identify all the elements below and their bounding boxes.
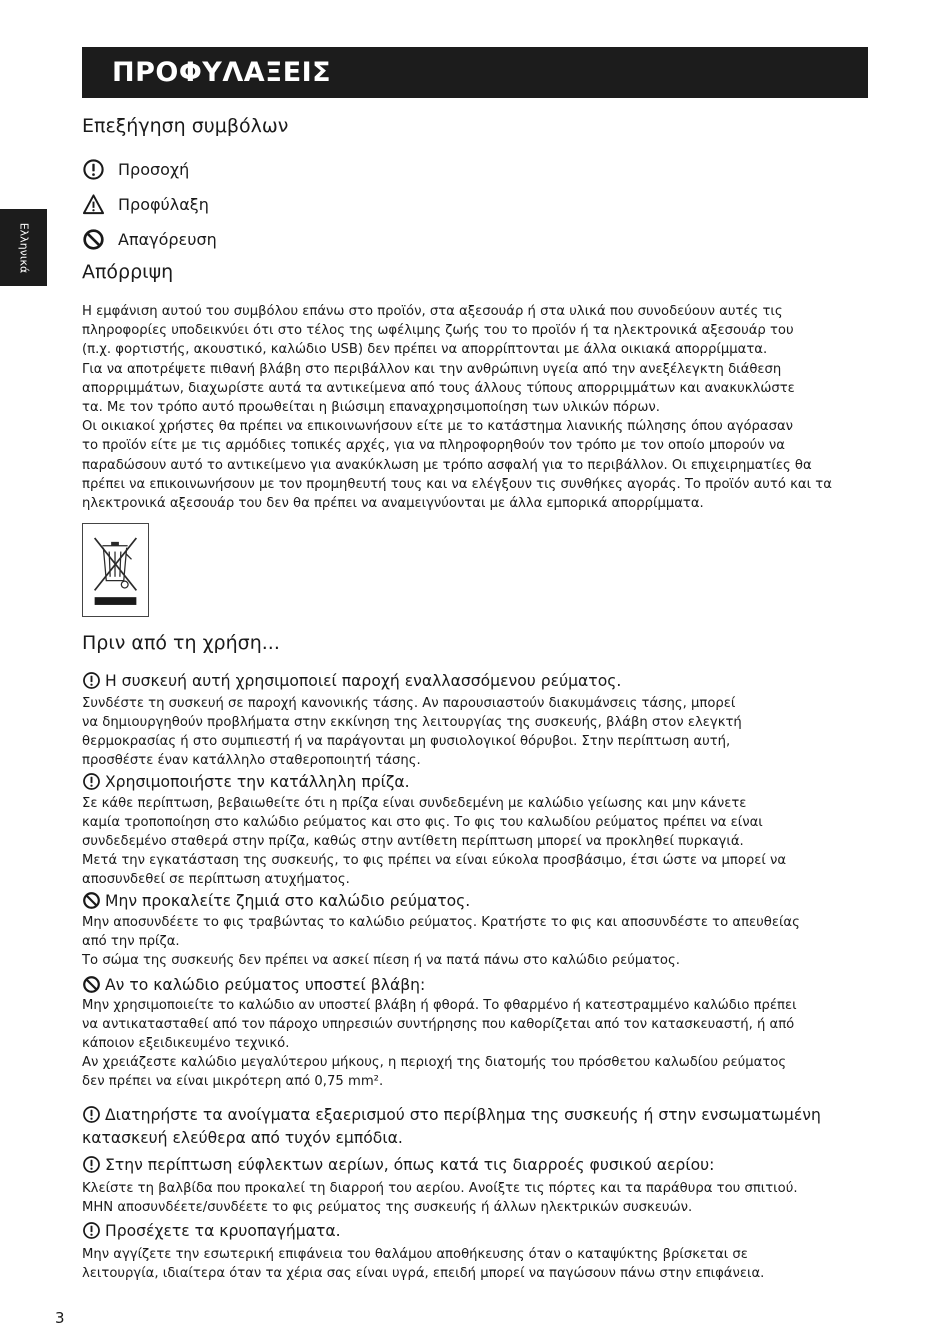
before-use-text-line: κάποιον εξειδικευμένο τεχνικό. xyxy=(82,1036,290,1051)
before-use-text-line: να αντικατασταθεί από τον πάροχο υπηρεσιών συντήρησης που καθορίζεται από τον κατασκευαστή, ή από xyxy=(82,1017,795,1032)
before-use-text-line: Μην αποσυνδέετε το φις τραβώντας το καλώδιο ρεύματος. Κρατήστε το φις και αποσυνδέστε το απευθείας xyxy=(82,915,800,930)
before-use-text-line: λειτουργία, ιδιαίτερα όταν τα χέρια σας είναι υγρά, επειδή μπορεί να παγώσουν πάνω στην επιφάνεια. xyxy=(82,1266,765,1281)
before-use-lead xyxy=(82,975,425,994)
legend-label-prohibition: Απαγόρευση xyxy=(118,229,217,249)
caution-icon xyxy=(82,772,101,791)
before-use-text-line: Σε κάθε περίπτωση, βεβαιωθείτε ότι η πρίζα είναι συνδεδεμένη με καλώδιο γείωσης και μην κάνετε xyxy=(82,796,747,811)
before-use-text-line: προσθέστε έναν κατάλληλο σταθεροποιητή τάσης. xyxy=(82,753,421,768)
warning-triangle-icon xyxy=(82,193,105,216)
before-use-lead-text: Αν το καλώδιο ρεύματος υποστεί βλάβη: xyxy=(105,975,426,994)
before-use-lead-text: Χρησιμοποιήστε την κατάλληλη πρίζα. xyxy=(105,772,410,791)
before-use-text-line: θερμοκρασίας ή στο συμπιεστή ή να παράγονται μη φυσιολογικοί θόρυβοι. Στην περίπτωση αυτή, xyxy=(82,734,731,749)
before-use-text-line: καμία τροποποίηση στο καλώδιο ρεύματος και στο φις. Το φις του καλωδίου ρεύματος πρέπει να είναι xyxy=(82,815,763,830)
weee-crossed-bin-symbol xyxy=(82,523,149,617)
disposal-line: τα. Με τον τρόπο αυτό προωθείται η βιώσιμη επαναχρησιμοποίηση των υλικών πόρων. xyxy=(82,400,660,416)
legend-label-warning: Προφύλαξη xyxy=(118,194,209,214)
before-use-text-line: ΜΗΝ αποσυνδέετε/συνδέετε το φις ρεύματος της συσκευής ή άλλων ηλεκτρικών συσκευών. xyxy=(82,1200,693,1215)
disposal-line: Για να αποτρέψετε πιθανή βλάβη στο περιβάλλον και την ανθρώπινη υγεία από την ανεξέλεγκτη διάθεση xyxy=(82,361,782,377)
symbols-heading: Επεξήγηση συμβόλων xyxy=(82,115,289,137)
before-use-text-line: Συνδέστε τη συσκευή σε παροχή κανονικής τάσης. Αν παρουσιαστούν διακυμάνσεις τάσης, μπορεί xyxy=(82,696,736,711)
prohibition-icon xyxy=(82,891,101,910)
disposal-line: Η εμφάνιση αυτού του συμβόλου επάνω στο προϊόν, στα αξεσουάρ ή στα υλικά που συνοδεύουν αυτές τις xyxy=(82,304,783,319)
disposal-line: (π.χ. φορτιστής, ακουστικό, καλώδιο USB) δεν πρέπει να απορρίπτονται με άλλα οικιακά απορρίμματα. xyxy=(82,342,768,358)
before-use-lead xyxy=(82,772,410,791)
language-side-tab-label: Ελληνικά xyxy=(17,222,31,274)
legend-item-caution xyxy=(82,157,189,181)
legend-item-prohibition xyxy=(82,227,217,251)
disposal-line: πληροφορίες υποδεικνύει ότι στο τέλος της ωφέλιμης ζωής του το προϊόν ή τα ηλεκτρονικά αξεσουάρ του xyxy=(82,323,794,339)
disposal-line: Οι οικιακοί χρήστες θα πρέπει να επικοινωνήσουν είτε με το κατάστημα λιανικής πώλησης όπου αγόρασαν xyxy=(82,419,794,435)
page-number: 3 xyxy=(55,1309,65,1327)
disposal-line: απορριμμάτων, διαχωρίστε αυτά τα αντικείμενα από τους άλλους τύπους απορριμμάτων και ανακυκλώστε xyxy=(82,380,795,396)
disposal-line: το προϊόν είτε με τις αρμόδιες τοπικές αρχές, για να πληροφορηθούν τον τρόπο με τον οποίο μπορούν να xyxy=(82,438,785,454)
disposal-line: πρέπει να επικοινωνήσουν με τον προμηθευτή τους και να ελέγξουν τις συνθήκες αγοράς. Το προϊόν αυτό και τα xyxy=(82,476,832,492)
before-use-text-line: να δημιουργηθούν προβλήματα στην εκκίνηση της λειτουργίας της συσκευής, βλάβη στον ελεγκτή xyxy=(82,715,742,730)
prohibition-icon xyxy=(82,975,101,994)
legend-item-warning xyxy=(82,192,209,216)
crossed-out-bin-icon xyxy=(83,524,148,616)
before-use-lead xyxy=(82,1105,821,1124)
before-use-text-line: δεν πρέπει να είναι μικρότερη από 0,75 mm². xyxy=(82,1074,384,1089)
disposal-line: παραδώσουν αυτό το αντικείμενο για ανακύκλωση με τρόπο ασφαλή για το περιβάλλον. Οι επιχειρηματίες θα xyxy=(82,457,812,473)
before-use-lead-continuation: κατασκευή ελεύθερα από τυχόν εμπόδια. xyxy=(82,1129,403,1147)
before-use-lead-text: Η συσκευή αυτή χρησιμοποιεί παροχή εναλλασσόμενου ρεύματος. xyxy=(105,671,622,690)
caution-icon xyxy=(82,158,105,181)
caution-icon xyxy=(82,1155,101,1174)
legend-label-caution: Προσοχή xyxy=(118,159,190,179)
before-use-lead xyxy=(82,1221,341,1240)
before-use-lead xyxy=(82,671,621,690)
before-use-text-line: Μετά την εγκατάσταση της συσκευής, το φις πρέπει να είναι εύκολα προσβάσιμο, έτσι ώστε να μπορεί να xyxy=(82,853,787,868)
before-use-text-line: αποσυνδεθεί σε περίπτωση ατυχήματος. xyxy=(82,872,350,887)
before-use-lead-text: Μην προκαλείτε ζημιά στο καλώδιο ρεύματος. xyxy=(105,891,471,910)
page-title: ΠΡΟΦΥΛΑΞΕΙΣ xyxy=(82,47,868,98)
before-use-text-line: Κλείστε τη βαλβίδα που προκαλεί τη διαρροή του αερίου. Ανοίξτε τις πόρτες και τα παράθυρα του σπιτιού. xyxy=(82,1181,798,1196)
before-use-text-line: από την πρίζα. xyxy=(82,934,180,949)
before-use-text-line: συνδεδεμένο σταθερά στην πρίζα, καθώς στην αντίθετη περίπτωση μπορεί να προκληθεί πυρκαγιά. xyxy=(82,834,744,849)
before-use-text-line: Το σώμα της συσκευής δεν πρέπει να ασκεί πίεση ή να πατά πάνω στο καλώδιο ρεύματος. xyxy=(82,953,680,968)
before-use-lead-text: Στην περίπτωση εύφλεκτων αερίων, όπως κατά τις διαρροές φυσικού αερίου: xyxy=(105,1155,715,1174)
before-use-lead-text: Διατηρήστε τα ανοίγματα εξαερισμού στο περίβλημα της συσκευής ή στην ενσωματωμένη xyxy=(105,1105,821,1124)
disposal-line: ηλεκτρονικά αξεσουάρ του δεν θα πρέπει να αναμειγνύονται με άλλα εμπορικά απορρίμματα. xyxy=(82,496,704,512)
before-use-lead xyxy=(82,1155,714,1174)
before-use-lead xyxy=(82,891,470,910)
before-use-text-line: Αν χρειάζεστε καλώδιο μεγαλύτερου μήκους, η περιοχή της διατομής του πρόσθετου καλωδίου ρεύματος xyxy=(82,1055,787,1070)
prohibition-icon xyxy=(82,228,105,251)
caution-icon xyxy=(82,1221,101,1240)
caution-icon xyxy=(82,671,101,690)
before-use-lead-text: Προσέχετε τα κρυοπαγήματα. xyxy=(105,1221,341,1240)
caution-icon xyxy=(82,1105,101,1124)
disposal-text xyxy=(82,302,882,513)
before-use-text-line: Μην αγγίζετε την εσωτερική επιφάνεια του θαλάμου αποθήκευσης όταν ο καταψύκτης βρίσκεται σε xyxy=(82,1247,748,1262)
before-use-heading: Πριν από τη χρήση... xyxy=(82,632,280,654)
disposal-heading: Απόρριψη xyxy=(82,261,174,283)
before-use-text-line: Μην χρησιμοποιείτε το καλώδιο αν υποστεί βλάβη ή φθορά. Το φθαρμένο ή κατεστραμμένο καλώδιο πρέπει xyxy=(82,998,797,1013)
